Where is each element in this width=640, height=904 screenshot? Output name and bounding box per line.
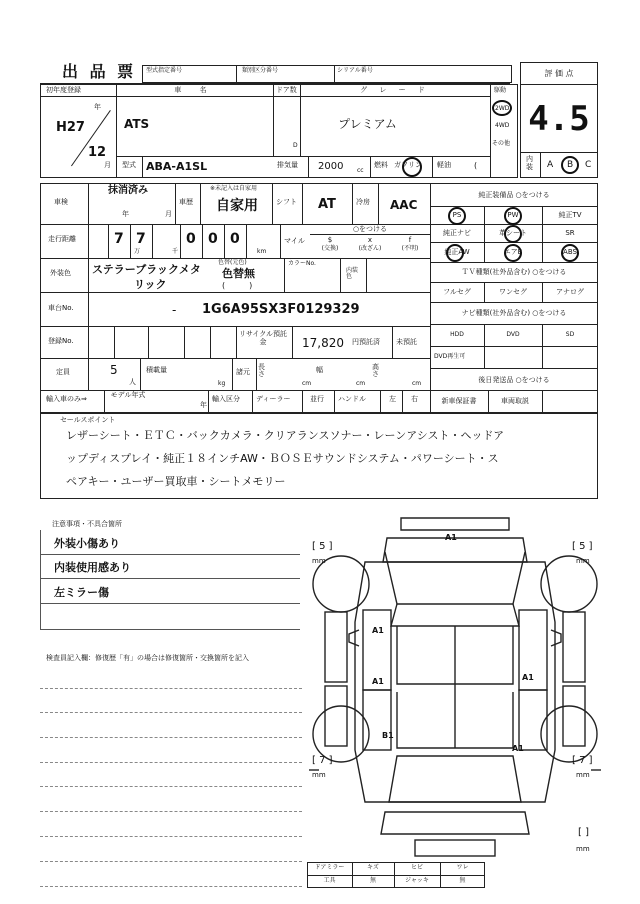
drive-other: その他 [492, 140, 511, 147]
drive-label: 駆動 [494, 87, 507, 94]
displacement-label: 排気量 [277, 161, 298, 169]
meter-circle-note: ○をつける [352, 225, 388, 233]
color-change-label: 色替(元色) [218, 259, 247, 266]
equip-genuine-tv: 純正TV [558, 211, 582, 219]
note-3: 左ミラー傷 [54, 586, 109, 599]
tread-rl: [ 7 ] [312, 755, 333, 766]
damage-mark-rl-door: A1 [372, 677, 384, 686]
damage-mark-r-side: A1 [522, 673, 534, 682]
score-value: 4.5 [528, 99, 590, 139]
handle-left: 左 [389, 395, 396, 403]
mileage-digit-4: 0 [208, 231, 218, 247]
mileage-digit-3: 0 [186, 231, 196, 247]
equip-pw: PW [507, 211, 519, 219]
reg-year: H27 [56, 120, 85, 135]
chassis-value: 1G6A95SX3F0129329 [202, 302, 360, 317]
tread-rr: [ 7 ] [572, 755, 593, 766]
length-label: 長さ [258, 363, 265, 378]
note-1: 外装小傷あり [54, 537, 120, 550]
import-type-label: 輸入区分 [212, 395, 240, 403]
shaken-value: 抹消済み [108, 185, 148, 196]
header-id-fields [142, 65, 512, 83]
tread-fr: [ 5 ] [572, 541, 593, 552]
cooler-value: AAC [390, 198, 418, 212]
height-unit: cm [412, 380, 422, 387]
damage-mark-rear-left: B1 [382, 731, 394, 740]
damage-mark-bumper: A1 [445, 533, 457, 542]
first-reg-label: 初年度登録 [46, 86, 81, 94]
fuel-gasoline: ガソリン [394, 161, 422, 169]
navi-title: ナビ種類(社外品含む) ○をつける [461, 309, 567, 317]
displacement-value: 2000 [318, 161, 344, 172]
color-no-label: カラーNo. [288, 260, 316, 267]
mile-label: マイル [284, 237, 305, 245]
vehicle-name: ATS [124, 117, 150, 131]
grade-label: グ レ ー ド [360, 86, 430, 94]
fuel-light-oil: 軽油 [437, 161, 451, 169]
damage-mark-rear-right: A1 [512, 744, 524, 753]
equip-leather-circle [504, 225, 522, 243]
year-char: 年 [94, 103, 101, 111]
footer-crack: ヒビ [410, 864, 423, 871]
height-label: 高さ [372, 363, 379, 378]
sales-line-3: ペアキー・ユーザー買取車・シートメモリー [66, 475, 286, 488]
note-2: 内装使用感あり [54, 561, 131, 574]
capacity-unit: 人 [129, 378, 136, 386]
equip-abs: ABS [563, 248, 577, 256]
equip-genuine-navi: 純正ナビ [443, 229, 471, 237]
footer-break: ワレ [456, 864, 469, 871]
tread-spare-unit: mm [576, 845, 590, 853]
int-color-label: 内装色 [346, 267, 359, 280]
tv-analog: アナログ [556, 288, 584, 296]
handle-label: ハンドル [338, 395, 366, 403]
capacity-value: 5 [110, 363, 118, 377]
score-label: 評 価 点 [544, 69, 574, 78]
reg-no-label: 登録No. [48, 337, 74, 345]
inspector-label: 検査員記入欄：修復歴「有」の場合は修復箇所・交換箇所を記入 [46, 654, 249, 662]
interior-label: 内装 [526, 155, 533, 171]
equip-ps-circle [448, 207, 466, 225]
load-unit: kg [218, 380, 226, 387]
class-label: 類別区分番号 [242, 67, 279, 74]
navi-sd: SD [565, 331, 575, 338]
equip-airbag: エアB [503, 248, 523, 256]
damage-mark-fl-door: A1 [372, 626, 384, 635]
type-cert-label: 型式指定番号 [146, 67, 183, 74]
footer-jack: ジャッキ [405, 877, 429, 884]
color-change-value: 色替無 [222, 267, 255, 280]
equip-leather-seat: 革シート [499, 229, 527, 237]
footer-mirror: ドアミラー [314, 864, 345, 871]
tv-title: ＴＶ種類(社外品含む) ○をつける [461, 268, 567, 276]
width-unit: cm [356, 380, 366, 387]
doors-d: D [293, 142, 298, 149]
color-value-2: リック [134, 278, 167, 291]
length-unit: cm [302, 380, 312, 387]
drive-2wd: 2WD [495, 105, 510, 112]
shaken-year: 年 [122, 210, 129, 218]
interior-grade-c: C [585, 160, 592, 170]
car-damage-diagram [305, 512, 605, 862]
dvd-playback-label: DVD再生可 [434, 353, 466, 360]
color-value: ステラーブラックメタ [92, 263, 201, 276]
equip-pw-circle [504, 207, 522, 225]
sales-line-2: ップディスプレイ・純正１８インチAW・ＢＯＳＥサウンドシステム・パワーシート・ス [66, 452, 499, 465]
import-dealer: ディーラー [256, 395, 291, 403]
color-change-paren: ( ) [222, 281, 253, 290]
tread-fl-unit: mm [312, 557, 326, 565]
shift-value: AT [318, 197, 336, 212]
tread-fr-unit: mm [576, 557, 590, 565]
month-char: 月 [104, 161, 111, 169]
tread-rr-unit: mm [576, 771, 590, 779]
drive-4wd: 4WD [495, 122, 510, 129]
recycle-label: リサイクル預託金 [238, 330, 288, 346]
doors-label: ドア数 [276, 86, 297, 94]
interior-grade-b: B [567, 160, 574, 170]
meter-opt-unknown-mark: f [408, 236, 412, 244]
import-parallel: 並行 [310, 395, 324, 403]
drive-2wd-circle [492, 100, 512, 116]
reg-month: 12 [88, 145, 107, 160]
shaken-month: 月 [165, 210, 172, 218]
history-label: 車歴 [179, 198, 193, 206]
equip-airbag-circle [504, 244, 522, 262]
later-manual: 車両取説 [501, 397, 529, 405]
sales-line-1: レザーシート・ＥＴＣ・バックカメラ・クリアランスソナー・レーンアシスト・ヘッドア [66, 429, 505, 442]
equip-genuine-aw: 純正AW [444, 248, 470, 256]
tread-rl-unit: mm [312, 771, 326, 779]
displacement-unit: cc [357, 167, 364, 174]
equip-abs-circle [561, 244, 579, 262]
mileage-km: km [257, 248, 267, 255]
history-value: 自家用 [216, 198, 258, 214]
notes-label: 注意事項・不具合箇所 [52, 520, 122, 528]
history-note: ※未記入は自家用 [210, 185, 258, 192]
width-label: 幅 [316, 366, 323, 374]
tv-oneseg: ワンセグ [499, 288, 527, 296]
equip-aw-circle [446, 244, 464, 262]
tv-fullseg: フルセグ [443, 288, 471, 296]
mileage-man: 万 [134, 248, 141, 255]
model-year-label: モデル年式 [110, 391, 146, 399]
import-label: 輸入車のみ⇒ [46, 395, 87, 403]
model-label: 型式 [122, 161, 136, 169]
grade-value: プレミアム [338, 117, 397, 131]
shift-label: シフト [276, 198, 297, 206]
footer-tools-value: 無 [369, 877, 376, 884]
mileage-digit-1: 7 [114, 231, 124, 247]
later-warranty: 新車保証書 [441, 397, 477, 405]
handle-right: 右 [411, 395, 418, 403]
meter-opt-tamper-mark: x [367, 236, 373, 244]
serial-label: シリアル番号 [337, 67, 373, 74]
recycle-value: 17,820 [302, 336, 344, 350]
color-label: 外装色 [50, 269, 71, 277]
interior-grade-b-circle [561, 156, 579, 174]
load-label: 積載量 [146, 366, 167, 374]
mileage-label: 走行距離 [48, 235, 76, 243]
recycle-unpaid: 未預託 [396, 338, 417, 346]
footer-jack-value: 無 [459, 877, 466, 884]
later-items-title: 後日発送品 ○をつける [478, 376, 550, 384]
genuine-equip-title: 純正装備品 ○をつける [478, 191, 550, 199]
footer-scratch: キズ [367, 864, 379, 871]
recycle-paid: 円預託済 [352, 338, 380, 346]
fuel-paren: ( [474, 161, 478, 170]
meter-opt-exchange: (交換) [321, 245, 339, 252]
mileage-sen: 千 [172, 248, 179, 255]
equip-sr: SR [565, 229, 575, 237]
chassis-dash: - [172, 303, 177, 317]
model-value: ABA-A1SL [146, 160, 208, 173]
form-title: 出 品 票 [62, 62, 137, 81]
fuel-circle [402, 157, 422, 177]
fuel-label: 燃料 [374, 161, 388, 169]
meter-opt-exchange-mark: $ [327, 236, 333, 244]
dims-label: 諸元 [236, 368, 250, 376]
equip-ps: PS [452, 211, 462, 219]
interior-grade-a: A [547, 160, 554, 170]
meter-opt-tamper: (改ざん) [358, 245, 382, 252]
tread-fl: [ 5 ] [312, 541, 333, 552]
capacity-label: 定員 [56, 368, 70, 376]
meter-opt-unknown: (不明) [401, 245, 419, 252]
sales-point-label: セールスポイント [60, 416, 116, 424]
name-label: 車 名 [174, 86, 215, 94]
model-year-unit: 年 [200, 401, 207, 409]
mileage-digit-2: 7 [136, 231, 146, 247]
navi-hdd: HDD [450, 331, 464, 338]
tread-spare: [ ] [578, 827, 589, 838]
shaken-label: 車検 [54, 198, 68, 206]
footer-tools: 工具 [323, 877, 336, 884]
mileage-digit-5: 0 [230, 231, 240, 247]
navi-dvd: DVD [506, 331, 520, 338]
chassis-label: 車台No. [48, 304, 74, 312]
cooler-label: 冷房 [356, 198, 370, 206]
